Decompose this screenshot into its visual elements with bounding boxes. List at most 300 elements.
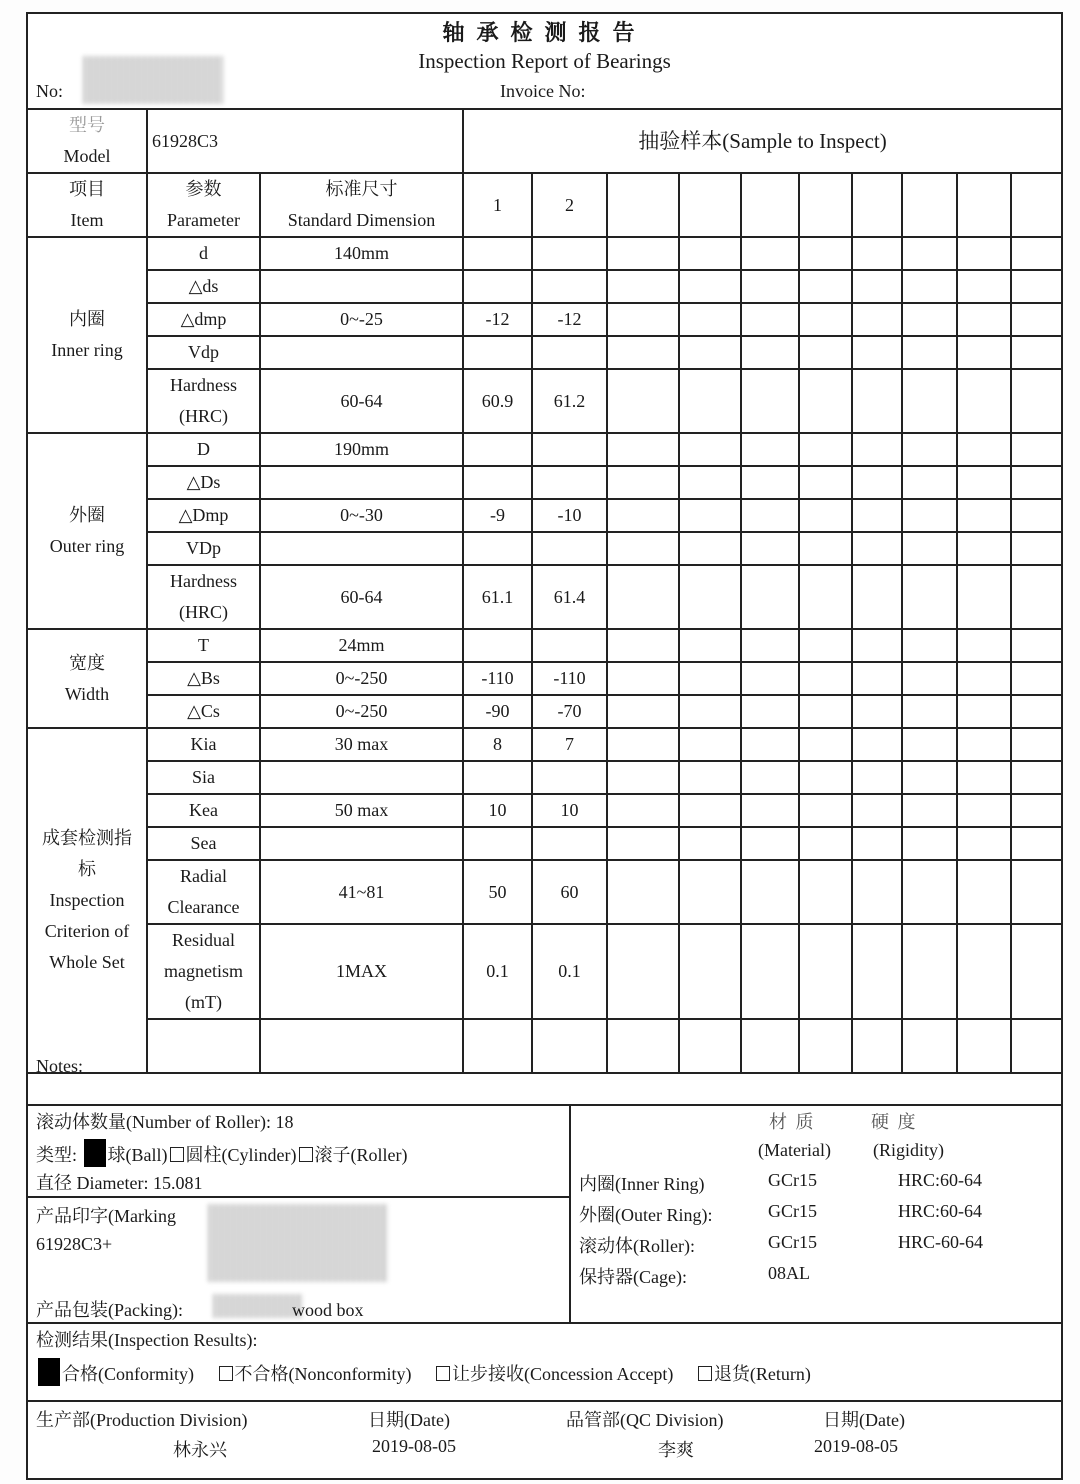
parameter-name: △Bs [187, 668, 220, 688]
empty-sample-cell [741, 336, 799, 369]
packing-label: 产品包装(Packing): [36, 1300, 183, 1320]
table-row [28, 827, 1061, 860]
group-label-cn: 宽度 [69, 652, 105, 673]
parameter-name: △ds [188, 276, 219, 296]
empty-sample-cell [1011, 466, 1061, 499]
empty-sample-cell [1011, 433, 1061, 466]
signoff-section [28, 1400, 1061, 1480]
empty-sample-cell [852, 924, 902, 1019]
empty-sample-cell [741, 761, 799, 794]
empty-sample-cell [799, 270, 852, 303]
empty-sample-cell [679, 369, 741, 433]
standard-dimension-cell: 0~-250 [260, 695, 463, 728]
type-roller-checkbox[interactable] [299, 1147, 313, 1162]
parameter-cell [147, 728, 260, 761]
group-label-cell [28, 728, 147, 1073]
sample-2-value: 61.2 [532, 369, 607, 433]
redacted-report-number [83, 56, 223, 104]
empty-sample-cell [852, 336, 902, 369]
result-return-checkbox[interactable] [698, 1366, 712, 1381]
sample-1-value: -9 [463, 499, 532, 532]
empty-sample-cell [1011, 336, 1061, 369]
parameter-header-cn: 参数 [185, 179, 222, 199]
sample-2-value [532, 827, 607, 860]
empty-sample-cell [1011, 860, 1061, 924]
empty-sample-header [607, 173, 679, 237]
sample-1-value [463, 532, 532, 565]
parameter-cell [147, 662, 260, 695]
production-date-label: 日期(Date) [368, 1410, 450, 1430]
marking-label: 产品印字(Marking [36, 1206, 176, 1226]
notes-section [28, 1050, 1061, 1106]
empty-sample-cell [741, 303, 799, 336]
standard-dimension-cell: 140mm [260, 237, 463, 270]
empty-sample-cell [1011, 695, 1061, 728]
hardness-value: HRC:60-64 [898, 1170, 983, 1190]
roller-count-value: 18 [275, 1112, 294, 1132]
empty-sample-cell [1011, 662, 1061, 695]
table-row [28, 565, 1061, 629]
material-value: GCr15 [768, 1170, 817, 1190]
empty-sample-cell [957, 924, 1011, 1019]
empty-sample-cell [902, 336, 957, 369]
standard-dimension-cell: 30 max [260, 728, 463, 761]
table-row [28, 303, 1061, 336]
empty-sample-cell [1011, 728, 1061, 761]
parameter-name: Sia [191, 767, 215, 787]
sample-1-value: 8 [463, 728, 532, 761]
empty-sample-header [679, 173, 741, 237]
table-row [28, 761, 1061, 794]
empty-sample-cell [679, 695, 741, 728]
empty-sample-cell [741, 827, 799, 860]
empty-sample-header [799, 173, 852, 237]
standard-dimension-cell: 60-64 [260, 369, 463, 433]
roller-type-line [36, 1139, 407, 1167]
sample-2-value [532, 532, 607, 565]
empty-sample-cell [957, 237, 1011, 270]
empty-sample-cell [799, 303, 852, 336]
sample-2-value: -12 [532, 303, 607, 336]
parameter-cell [147, 466, 260, 499]
table-row [28, 466, 1061, 499]
parameter-name: D [197, 439, 210, 459]
parameter-name: VDp [186, 538, 221, 558]
parameter-name: Clearance [167, 897, 240, 917]
empty-sample-cell [957, 728, 1011, 761]
empty-sample-cell [1011, 565, 1061, 629]
empty-sample-cell [799, 860, 852, 924]
roller-count-label: 滚动体数量(Number of Roller): [36, 1112, 271, 1132]
redacted-marking [208, 1204, 388, 1282]
empty-sample-cell [902, 303, 957, 336]
empty-sample-cell [741, 728, 799, 761]
empty-sample-cell [607, 270, 679, 303]
standard-dimension-cell [260, 827, 463, 860]
empty-sample-cell [799, 629, 852, 662]
inspection-results [28, 1322, 1061, 1402]
parameter-cell [147, 270, 260, 303]
standard-dimension-cell [260, 466, 463, 499]
empty-sample-cell [679, 336, 741, 369]
empty-sample-cell [741, 270, 799, 303]
sample-2-value [532, 270, 607, 303]
table-row [28, 728, 1061, 761]
marking-value: 61928C3+ [36, 1234, 113, 1254]
standard-dimension-cell: 24mm [260, 629, 463, 662]
sample-1-value: -90 [463, 695, 532, 728]
empty-sample-cell [852, 532, 902, 565]
parameter-name: T [198, 635, 209, 655]
empty-sample-cell [607, 369, 679, 433]
empty-sample-cell [607, 499, 679, 532]
empty-sample-cell [741, 237, 799, 270]
group-label-en: Inner ring [51, 340, 123, 360]
empty-sample-cell [957, 565, 1011, 629]
sample-2-value: 0.1 [532, 924, 607, 1019]
empty-sample-header [852, 173, 902, 237]
empty-sample-cell [741, 924, 799, 1019]
empty-sample-cell [957, 860, 1011, 924]
empty-sample-cell [957, 336, 1011, 369]
empty-sample-header [741, 173, 799, 237]
empty-sample-cell [607, 532, 679, 565]
material-part: 保持器(Cage): [579, 1267, 687, 1287]
model-row [28, 109, 1061, 173]
diameter-line [36, 1169, 202, 1195]
empty-sample-cell [679, 532, 741, 565]
material-header-en: (Material) [758, 1140, 831, 1160]
parameter-name: Hardness [170, 571, 237, 591]
empty-sample-cell [679, 270, 741, 303]
parameter-name: Sea [190, 833, 217, 853]
parameter-name: (mT) [185, 992, 222, 1012]
sample-2-value: 10 [532, 794, 607, 827]
parameter-name: △Ds [186, 472, 221, 492]
parameter-name: magnetism [164, 961, 243, 981]
table-row [28, 336, 1061, 369]
sample-2-value [532, 761, 607, 794]
sample-1-value: 0.1 [463, 924, 532, 1019]
hardness-value: HRC:60-64 [898, 1201, 983, 1221]
empty-sample-cell [799, 761, 852, 794]
empty-sample-cell [799, 924, 852, 1019]
result-concession-checkbox[interactable] [436, 1366, 450, 1381]
sample-1-value [463, 237, 532, 270]
parameter-cell [147, 827, 260, 860]
empty-sample-cell [957, 629, 1011, 662]
empty-sample-cell [852, 270, 902, 303]
parameter-cell [147, 565, 260, 629]
empty-sample-cell [957, 662, 1011, 695]
empty-sample-cell [1011, 629, 1061, 662]
group-label-cell [28, 237, 147, 433]
standard-dimension-cell [260, 270, 463, 303]
result-conformity-label: 合格(Conformity) [62, 1364, 194, 1384]
empty-sample-cell [957, 369, 1011, 433]
result-nonconformity-checkbox[interactable] [219, 1366, 233, 1381]
empty-sample-cell [741, 369, 799, 433]
report-title-en: Inspection Report of Bearings [418, 49, 671, 73]
parameter-cell [147, 794, 260, 827]
result-conformity-checkbox[interactable] [38, 1358, 60, 1386]
empty-sample-cell [902, 369, 957, 433]
inspection-report [26, 12, 1063, 1480]
empty-sample-cell [799, 433, 852, 466]
qc-division-label: 品管部(QC Division) [566, 1410, 724, 1430]
empty-sample-cell [607, 303, 679, 336]
rolling-element-info [28, 1104, 569, 1198]
empty-sample-cell [679, 466, 741, 499]
parameter-cell [147, 369, 260, 433]
parameter-name: △Dmp [178, 505, 229, 525]
empty-sample-cell [1011, 761, 1061, 794]
report-number-label: No: [36, 81, 63, 101]
empty-sample-cell [741, 629, 799, 662]
empty-sample-cell [902, 532, 957, 565]
parameter-header [147, 173, 260, 237]
empty-sample-cell [799, 237, 852, 270]
qc-date: 2019-08-05 [814, 1436, 898, 1456]
notes-label: Notes: [36, 1056, 83, 1076]
empty-sample-cell [741, 662, 799, 695]
bearing-details [28, 1104, 1061, 1324]
empty-sample-cell [741, 695, 799, 728]
standard-dimension-cell: 190mm [260, 433, 463, 466]
diameter-value: 15.081 [152, 1173, 203, 1193]
parameter-header-en: Parameter [167, 210, 240, 230]
sample-1-value [463, 629, 532, 662]
empty-sample-cell [902, 270, 957, 303]
empty-sample-cell [607, 629, 679, 662]
empty-sample-cell [799, 565, 852, 629]
empty-sample-cell [902, 695, 957, 728]
item-header [28, 173, 147, 237]
production-division-label: 生产部(Production Division) [36, 1410, 248, 1430]
table-row [28, 794, 1061, 827]
qc-signer: 李爽 [658, 1440, 694, 1460]
parameter-name: Kea [189, 800, 218, 820]
sample-1-header: 1 [463, 173, 532, 237]
qc-date-label: 日期(Date) [823, 1410, 905, 1430]
type-cylinder-label: 圆柱(Cylinder) [185, 1145, 297, 1165]
empty-sample-cell [1011, 794, 1061, 827]
sample-1-value: -12 [463, 303, 532, 336]
empty-sample-cell [902, 499, 957, 532]
empty-sample-cell [957, 466, 1011, 499]
roller-count-line [36, 1108, 293, 1134]
table-row [28, 270, 1061, 303]
table-row [28, 924, 1061, 1019]
standard-dimension-cell: 60-64 [260, 565, 463, 629]
empty-sample-cell [741, 433, 799, 466]
sample-1-value [463, 433, 532, 466]
standard-dimension-cell [260, 532, 463, 565]
empty-sample-cell [852, 827, 902, 860]
roller-type-label: 类型: [36, 1145, 78, 1165]
empty-sample-cell [679, 303, 741, 336]
empty-sample-cell [1011, 237, 1061, 270]
packing-line [36, 1296, 363, 1322]
materials-section [571, 1104, 1061, 1322]
empty-sample-cell [957, 695, 1011, 728]
empty-sample-cell [679, 794, 741, 827]
empty-sample-cell [799, 499, 852, 532]
sample-2-value [532, 629, 607, 662]
parameter-cell [147, 924, 260, 1019]
empty-sample-cell [607, 860, 679, 924]
parameter-cell [147, 629, 260, 662]
type-ball-checkbox[interactable] [84, 1139, 106, 1167]
standard-dimension-cell: 0~-30 [260, 499, 463, 532]
empty-sample-cell [957, 270, 1011, 303]
sample-2-value [532, 336, 607, 369]
empty-sample-cell [679, 860, 741, 924]
empty-sample-cell [741, 499, 799, 532]
production-signer: 林永兴 [173, 1440, 227, 1460]
table-row [28, 629, 1061, 662]
parameter-name: △Cs [187, 701, 220, 721]
standard-dimension-cell: 0~-250 [260, 662, 463, 695]
sample-heading-cell [463, 109, 1061, 173]
empty-sample-cell [799, 662, 852, 695]
empty-sample-cell [1011, 827, 1061, 860]
empty-sample-header [902, 173, 957, 237]
table-row [28, 695, 1061, 728]
empty-sample-cell [957, 761, 1011, 794]
material-value: GCr15 [768, 1232, 817, 1252]
empty-sample-cell [799, 369, 852, 433]
report-header [28, 14, 1061, 110]
parameter-name: Hardness [170, 375, 237, 395]
production-date: 2019-08-05 [372, 1436, 456, 1456]
sample-1-value [463, 336, 532, 369]
table-row [28, 532, 1061, 565]
empty-sample-cell [679, 662, 741, 695]
empty-sample-cell [902, 237, 957, 270]
empty-sample-cell [852, 662, 902, 695]
sample-2-value [532, 237, 607, 270]
empty-sample-cell [902, 924, 957, 1019]
sample-2-value: 7 [532, 728, 607, 761]
material-part: 内圈(Inner Ring) [579, 1174, 705, 1194]
empty-sample-cell [607, 794, 679, 827]
group-label-cell [28, 629, 147, 728]
group-label-en: Outer ring [49, 536, 125, 556]
empty-sample-cell [957, 433, 1011, 466]
empty-sample-cell [957, 499, 1011, 532]
empty-sample-cell [607, 761, 679, 794]
material-part: 外圈(Outer Ring): [579, 1205, 713, 1225]
empty-sample-cell [957, 303, 1011, 336]
empty-sample-cell [902, 827, 957, 860]
empty-sample-header [957, 173, 1011, 237]
sample-1-value: 60.9 [463, 369, 532, 433]
material-header-cn: 材 质 [769, 1112, 816, 1132]
parameter-cell [147, 237, 260, 270]
sample-2-value: 61.4 [532, 565, 607, 629]
sample-1-value: -110 [463, 662, 532, 695]
empty-sample-cell [852, 369, 902, 433]
empty-sample-cell [607, 565, 679, 629]
empty-sample-cell [852, 860, 902, 924]
parameter-name: Vdp [188, 342, 219, 362]
sample-2-value: -70 [532, 695, 607, 728]
empty-sample-cell [799, 466, 852, 499]
type-ball-label: 球(Ball) [107, 1145, 168, 1165]
material-value: GCr15 [768, 1201, 817, 1221]
sample-1-value [463, 270, 532, 303]
empty-sample-cell [852, 303, 902, 336]
result-concession-label: 让步接收(Concession Accept) [451, 1364, 674, 1384]
empty-sample-cell [902, 565, 957, 629]
hardness-value: HRC-60-64 [898, 1232, 983, 1252]
empty-sample-cell [799, 695, 852, 728]
empty-sample-cell [852, 466, 902, 499]
group-label-cn: 内圈 [69, 309, 105, 329]
standard-dimension-cell: 1MAX [260, 924, 463, 1019]
item-header-cn: 项目 [69, 179, 105, 199]
sample-1-value: 50 [463, 860, 532, 924]
report-title-cn: 轴承检测报告 [442, 21, 647, 46]
empty-sample-cell [852, 728, 902, 761]
parameter-cell [147, 860, 260, 924]
group-label-cn: 成套检测指标 [42, 828, 132, 879]
type-cylinder-checkbox[interactable] [170, 1147, 184, 1162]
empty-sample-cell [607, 662, 679, 695]
empty-sample-cell [741, 794, 799, 827]
standard-dimension-cell [260, 336, 463, 369]
empty-sample-cell [852, 761, 902, 794]
table-row [28, 860, 1061, 924]
empty-sample-cell [957, 794, 1011, 827]
parameter-cell [147, 433, 260, 466]
empty-sample-cell [607, 827, 679, 860]
empty-sample-cell [902, 728, 957, 761]
diameter-label: 直径 Diameter: [36, 1173, 149, 1193]
empty-sample-cell [607, 237, 679, 270]
model-label-cell [28, 109, 147, 173]
empty-sample-cell [607, 728, 679, 761]
parameter-name: d [199, 243, 208, 263]
group-label-cn: 外圈 [69, 505, 105, 525]
packing-value: wood box [291, 1300, 364, 1320]
sample-2-value: -10 [532, 499, 607, 532]
model-value-cell [147, 109, 463, 173]
empty-sample-cell [679, 827, 741, 860]
empty-sample-cell [679, 433, 741, 466]
empty-sample-cell [957, 827, 1011, 860]
empty-sample-cell [902, 860, 957, 924]
sample-2-value [532, 466, 607, 499]
result-return-label: 退货(Return) [713, 1364, 811, 1384]
parameter-cell [147, 695, 260, 728]
empty-sample-cell [852, 433, 902, 466]
empty-sample-cell [902, 433, 957, 466]
empty-sample-cell [607, 336, 679, 369]
standard-header-cn: 标准尺寸 [325, 179, 398, 199]
sample-2-value: 60 [532, 860, 607, 924]
empty-sample-cell [679, 237, 741, 270]
model-value: 61928C3 [152, 130, 219, 151]
results-label: 检测结果(Inspection Results): [36, 1330, 258, 1350]
empty-sample-cell [1011, 532, 1061, 565]
empty-sample-cell [741, 532, 799, 565]
material-value: 08AL [768, 1263, 810, 1283]
empty-sample-cell [1011, 303, 1061, 336]
model-label-cn: 型号 [69, 115, 105, 135]
parameter-cell [147, 499, 260, 532]
